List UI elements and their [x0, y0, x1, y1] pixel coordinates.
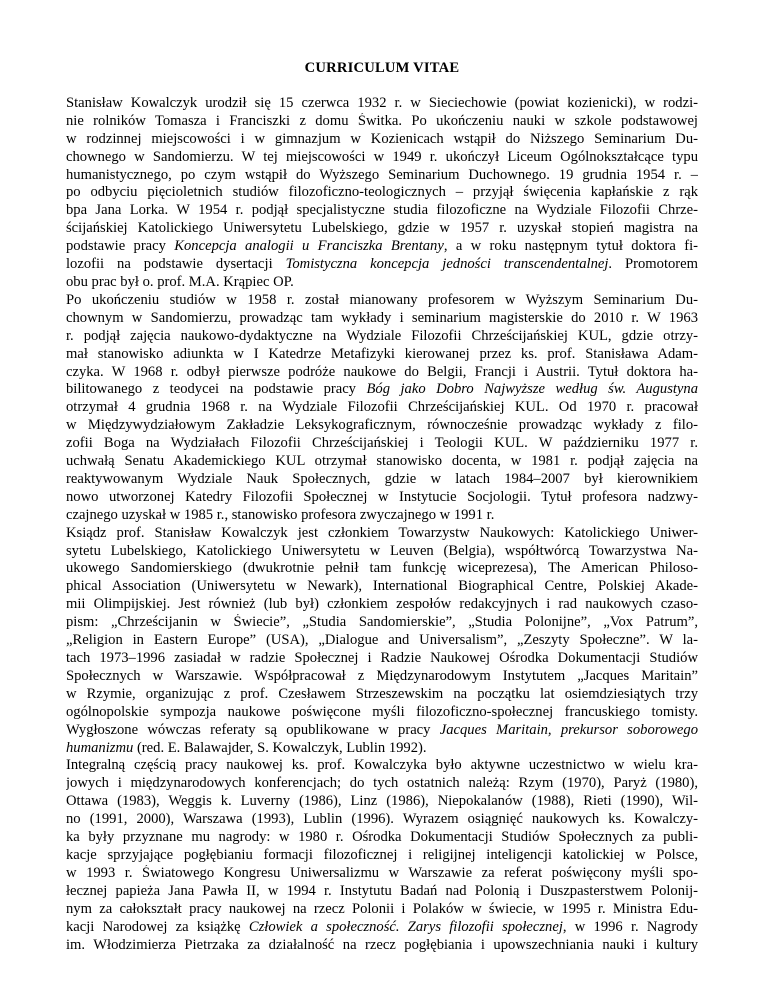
text-line: [66, 149, 698, 167]
text-line: [66, 543, 698, 561]
text-segment: zofii Boga na Wydziałach Filozofii Chrześcijańskiej i Teologii KUL. W październiku 1977 r.: [66, 435, 698, 452]
text-line: [66, 829, 698, 847]
text-segment: Integralną częścią pracy naukowej ks. prof. Kowalczyka było aktywne uczestnictwo w wielu kra-: [66, 757, 698, 774]
text-line: [66, 95, 698, 113]
text-segment: czajnego uzyskał w 1985 r., stanowisko profesora zwyczajnego w 1991 r.: [66, 506, 495, 523]
text-line: [66, 937, 698, 955]
text-segment: chownego w Sandomierzu. W tej miejscowości w 1949 r. ukończył Liceum Ogólnokształcące typu: [66, 148, 698, 165]
text-segment: nowo utworzonej Katedry Filozofii Społecznej w Instytucie Socjologii. Tytuł profesora nadzwy-: [66, 488, 698, 505]
text-line: [66, 525, 698, 543]
text-line: [66, 346, 698, 364]
text-segment: otrzymał 4 grudnia 1968 r. na Wydziale Filozofii Chrześcijańskiej KUL. Od 1970 r. pracował: [66, 399, 698, 416]
text-line: [66, 811, 698, 829]
text-line: [66, 399, 698, 417]
text-segment: , a w roku następnym tytuł doktora fi-: [443, 238, 698, 255]
text-line: [66, 274, 698, 292]
text-segment: sytetu Lubelskiego, Katolickiego Uniwersytetu w Leuven (Belgia), współtwórcą Towarzystwa Na-: [66, 542, 698, 559]
text-segment: czyka. W 1968 r. odbył pierwsze podróże naukowe do Belgii, Francji i Austrii. Tytuł doktora ha-: [66, 363, 698, 380]
text-line: [66, 489, 698, 507]
text-line: [66, 238, 698, 256]
text-line: [66, 113, 698, 131]
text-line: [66, 364, 698, 382]
italic-title: Tomistyczna koncepcja jedności transcendentalnej: [285, 256, 609, 273]
text-segment: ogólnopolskie sympozja naukowe poświęcone myśli filozoficzno-społecznej francuskiego tomisty.: [66, 703, 698, 720]
text-segment: po odbyciu pięcioletnich studiów filozoficzno-teologicznych – przyjął święcenia kapłańskie z rąk: [66, 184, 698, 201]
text-line: [66, 471, 698, 489]
text-segment: lozofii na podstawie dysertacji: [66, 256, 286, 273]
text-line: [66, 131, 698, 149]
text-line: [66, 650, 698, 668]
text-segment: w Międzywydziałowym Zakładzie Leksykograficznym, równocześnie prowadząc wykłady z filo-: [66, 417, 698, 434]
text-line: [66, 614, 698, 632]
italic-title: humanizmu: [66, 739, 134, 756]
italic-title: Człowiek a społeczność. Zarys filozofii społecznej: [248, 918, 563, 935]
text-line: [66, 901, 698, 919]
text-line: [66, 865, 698, 883]
text-segment: w rodzinnej miejscowości i w gimnazjum w Kozienicach wstąpił do Niższego Seminarium Du-: [66, 130, 698, 147]
text-segment: kacji Narodowej za książkę: [66, 918, 249, 935]
text-segment: . Promotorem: [608, 256, 698, 273]
text-segment: Po ukończeniu studiów w 1958 r. został mianowany profesorem w Wyższym Seminarium Du-: [66, 291, 698, 308]
text-line: [66, 793, 698, 811]
document-title: CURRICULUM VITAE: [304, 60, 460, 76]
text-segment: humanistycznego, po czym wstąpił do Wyższego Seminarium Duchownego. 19 grudnia 1954 r. –: [66, 166, 698, 183]
text-segment: (red. E. Balawajder, S. Kowalczyk, Lublin 1992).: [133, 739, 427, 756]
text-line: [66, 919, 698, 937]
text-line: [66, 668, 698, 686]
text-segment: uchwałą Senatu Akademickiego KUL otrzymał stanowisko docenta, w 1981 r. podjął zajęcia na: [66, 453, 698, 470]
text-line: [66, 722, 698, 740]
text-line: [66, 704, 698, 722]
italic-title: Koncepcja analogii u Franciszka Brentany: [174, 238, 444, 255]
text-segment: podstawie pracy: [66, 238, 175, 255]
text-segment: im. Włodzimierza Pietrzaka za działalność na rzecz pogłębiania i upowszechniania nauki i kultury: [66, 936, 698, 953]
text-segment: phical Association (Uniwersytetu w Newark), International Biographical Centre, Polskiej Akade-: [66, 578, 698, 595]
text-segment: nie rolników Tomasza i Franciszki z domu Świtka. Po ukończeniu nauki w szkole podstawowej: [66, 112, 698, 129]
text-segment: Ottawa (1983), Weggis k. Luverny (1986), Linz (1986), Niepokalanów (1988), Rieti (1990), Wil-: [66, 793, 698, 810]
text-line: [66, 417, 698, 435]
text-line: [66, 381, 698, 399]
text-line: [66, 435, 698, 453]
text-segment: ka były przyznane mu nagrody: w 1980 r. Ośrodka Dokumentacji Studiów Społecznych za publi-: [66, 829, 698, 846]
text-line: [66, 632, 698, 650]
text-segment: bpa Jana Lorka. W 1954 r. podjął specjalistyczne studia filozoficzne na Wydziale Filozofii Chrze-: [66, 202, 698, 219]
text-segment: mii Olimpijskiej. Jest również (lub był) członkiem zespołów redakcyjnych i rad naukowych czaso-: [66, 596, 698, 613]
italic-title: Bóg jako Dobro Najwyższe według św. Augustyna: [366, 381, 698, 398]
text-segment: bilitowanego z teodycei na podstawie pracy: [66, 381, 367, 398]
text-line: [66, 686, 698, 704]
text-line: [66, 883, 698, 901]
text-segment: reaktywowanym Wydziale Nauk Społecznych, gdzie w latach 1984–2007 był kierownikiem: [66, 470, 698, 487]
text-segment: nym za całokształt pracy naukowej na rzecz Polonii i Polaków w świecie, w 1995 r. Ministra Edu-: [66, 900, 698, 917]
text-segment: , w 1996 r. Nagrody: [562, 918, 698, 935]
text-line: [66, 578, 698, 596]
text-line: [66, 184, 698, 202]
text-line: [66, 292, 698, 310]
text-segment: Stanisław Kowalczyk urodził się 15 czerwca 1932 r. w Sieciechowie (powiat kozienicki), w rodzi-: [66, 94, 698, 111]
text-segment: obu prac był o. prof. M.A. Krąpiec OP.: [66, 273, 294, 290]
text-line: [66, 740, 698, 758]
text-line: [66, 202, 698, 220]
text-segment: w 1993 r. Światowego Kongresu Uniwersalizmu w Warszawie za referat poświęcony myśli spo-: [66, 864, 698, 881]
cv-document: [66, 60, 698, 954]
italic-title: Jacques Maritain, prekursor soborowego: [439, 721, 698, 738]
text-line: [66, 167, 698, 185]
text-segment: ukowego Sandomierskiego (dwukrotnie pełnił tam funkcję wiceprezesa), The American Philoso-: [66, 560, 698, 577]
text-line: [66, 256, 698, 274]
text-segment: Społecznych w Warszawie. Współpracował z Międzynarodowym Instytutem „Jacques Maritain”: [66, 667, 698, 684]
text-line: [66, 775, 698, 793]
text-segment: ścijańskiej Katolickiego Uniwersytetu Lubelskiego, gdzie w 1957 r. uzyskał stopień magistra na: [66, 220, 698, 237]
text-segment: Ksiądz prof. Stanisław Kowalczyk jest członkiem Towarzystw Naukowych: Katolickiego Uniwer-: [66, 524, 698, 541]
text-line: [66, 507, 698, 525]
text-line: [66, 453, 698, 471]
text-segment: jowych i międzynarodowych konferencjach; do tych ostatnich należą: Rzym (1970), Paryż (1980),: [66, 775, 698, 792]
document-body: [66, 95, 698, 955]
text-segment: no (1991, 2000), Warszawa (1993), Lublin (1996). Wyrazem osiągnięć naukowych ks. Kowalczy-: [66, 811, 698, 828]
text-line: [66, 328, 698, 346]
text-line: [66, 560, 698, 578]
text-segment: tach 1973–1996 zasiadał w radzie Społecznej i Radzie Naukowej Ośrodka Dokumentacji Studiów: [66, 650, 698, 666]
text-line: [66, 847, 698, 865]
text-segment: mał stanowisko adiunkta w I Katedrze Metafizyki kierowanej przez ks. prof. Stanisława Adam-: [66, 345, 698, 362]
text-line: [66, 596, 698, 614]
text-line: [66, 220, 698, 238]
text-segment: chownym w Sandomierzu, prowadząc tam wykłady i seminarium magisterskie do 2010 r. W 1963: [66, 309, 698, 326]
text-segment: pism: „Chrześcijanin w Świecie”, „Studia Sandomierskie”, „Studia Polonijne”, „Vox Patrum”,: [66, 614, 698, 631]
text-segment: kacje sprzyjające pogłębianiu formacji filozoficznej i religijnej inteligencji katolickiej w Polsce,: [66, 846, 698, 863]
text-segment: Wygłoszone wówczas referaty są opublikowane w pracy: [66, 721, 440, 738]
text-segment: w Rzymie, organizując z prof. Czesławem Strzeszewskim na początku lat osiemdziesiątych trzy: [66, 685, 698, 702]
text-segment: łecznej papieża Jana Pawła II, w 1994 r. Instytutu Badań nad Polonią i Duszpasterstwem Polonij-: [66, 882, 698, 899]
text-line: [66, 310, 698, 328]
text-segment: r. podjął zajęcia naukowo-dydaktyczne na Wydziale Filozofii Chrześcijańskiej KUL, gdzie otrzy-: [66, 327, 698, 344]
text-segment: „Religion in Eastern Europe” (USA), „Dialogue and Universalism”, „Zeszyty Społeczne”. W la-: [66, 632, 698, 649]
text-line: [66, 757, 698, 775]
